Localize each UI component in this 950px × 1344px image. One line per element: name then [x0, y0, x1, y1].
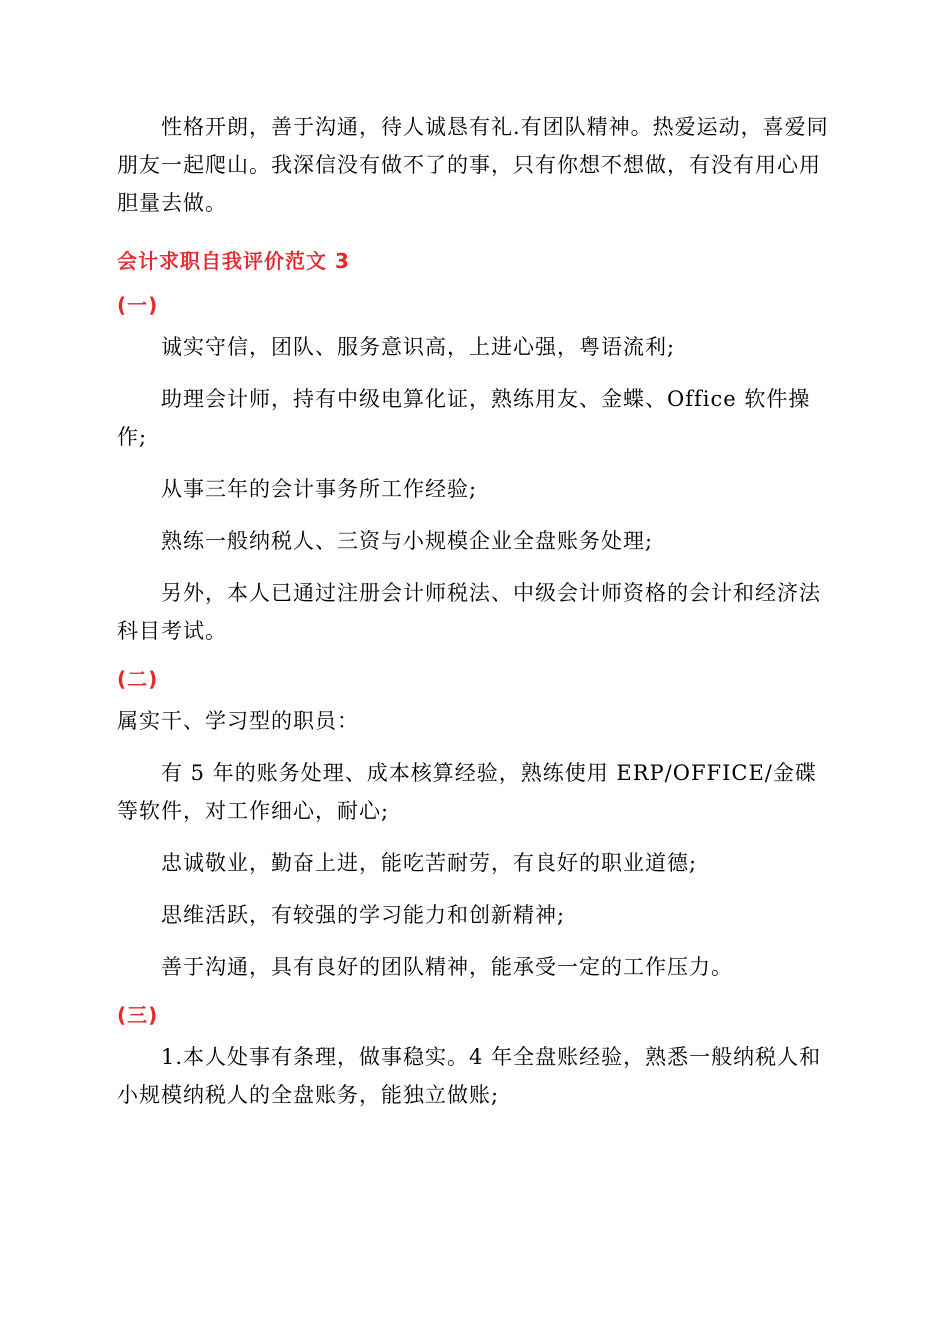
- part2-item: 善于沟通，具有良好的团队精神，能承受一定的工作压力。: [161, 955, 733, 979]
- part2-lead: 属实干、学习型的职员：: [117, 709, 359, 733]
- part1-item: 诚实守信，团队、服务意识高，上进心强，粤语流利;: [161, 335, 676, 359]
- part1-item: 熟练一般纳税人、三资与小规模企业全盘账务处理;: [161, 529, 654, 553]
- part3-item: 1.本人处事有条理，做事稳实。4 年全盘账经验，熟悉一般纳税人和小规模纳税人的全盘账务，能独立做账;: [117, 1045, 822, 1107]
- part2-item: 忠诚敬业，勤奋上进，能吃苦耐劳，有良好的职业道德;: [161, 851, 698, 875]
- part2-item: 有 5 年的账务处理、成本核算经验，熟练使用 ERP/OFFICE/金碟等软件，对工作细心，耐心;: [117, 761, 817, 823]
- section-title: 会计求职自我评价范文 3: [117, 249, 350, 273]
- intro-paragraph: 性格开朗，善于沟通，待人诚恳有礼.有团队精神。热爱运动，喜爱同朋友一起爬山。我深信没有做不了的事，只有你想不想做，有没有用心用胆量去做。: [117, 115, 829, 215]
- part2-heading: (二): [117, 667, 159, 691]
- part1-item: 从事三年的会计事务所工作经验;: [161, 477, 478, 501]
- part1-item: 另外，本人已通过注册会计师税法、中级会计师资格的会计和经济法科目考试。: [117, 581, 821, 643]
- part1-heading: (一): [117, 293, 159, 317]
- part3-heading: (三): [117, 1003, 159, 1027]
- part2-item: 思维活跃，有较强的学习能力和创新精神;: [161, 903, 566, 927]
- part1-item: 助理会计师，持有中级电算化证，熟练用友、金蝶、Office 软件操作;: [117, 387, 811, 449]
